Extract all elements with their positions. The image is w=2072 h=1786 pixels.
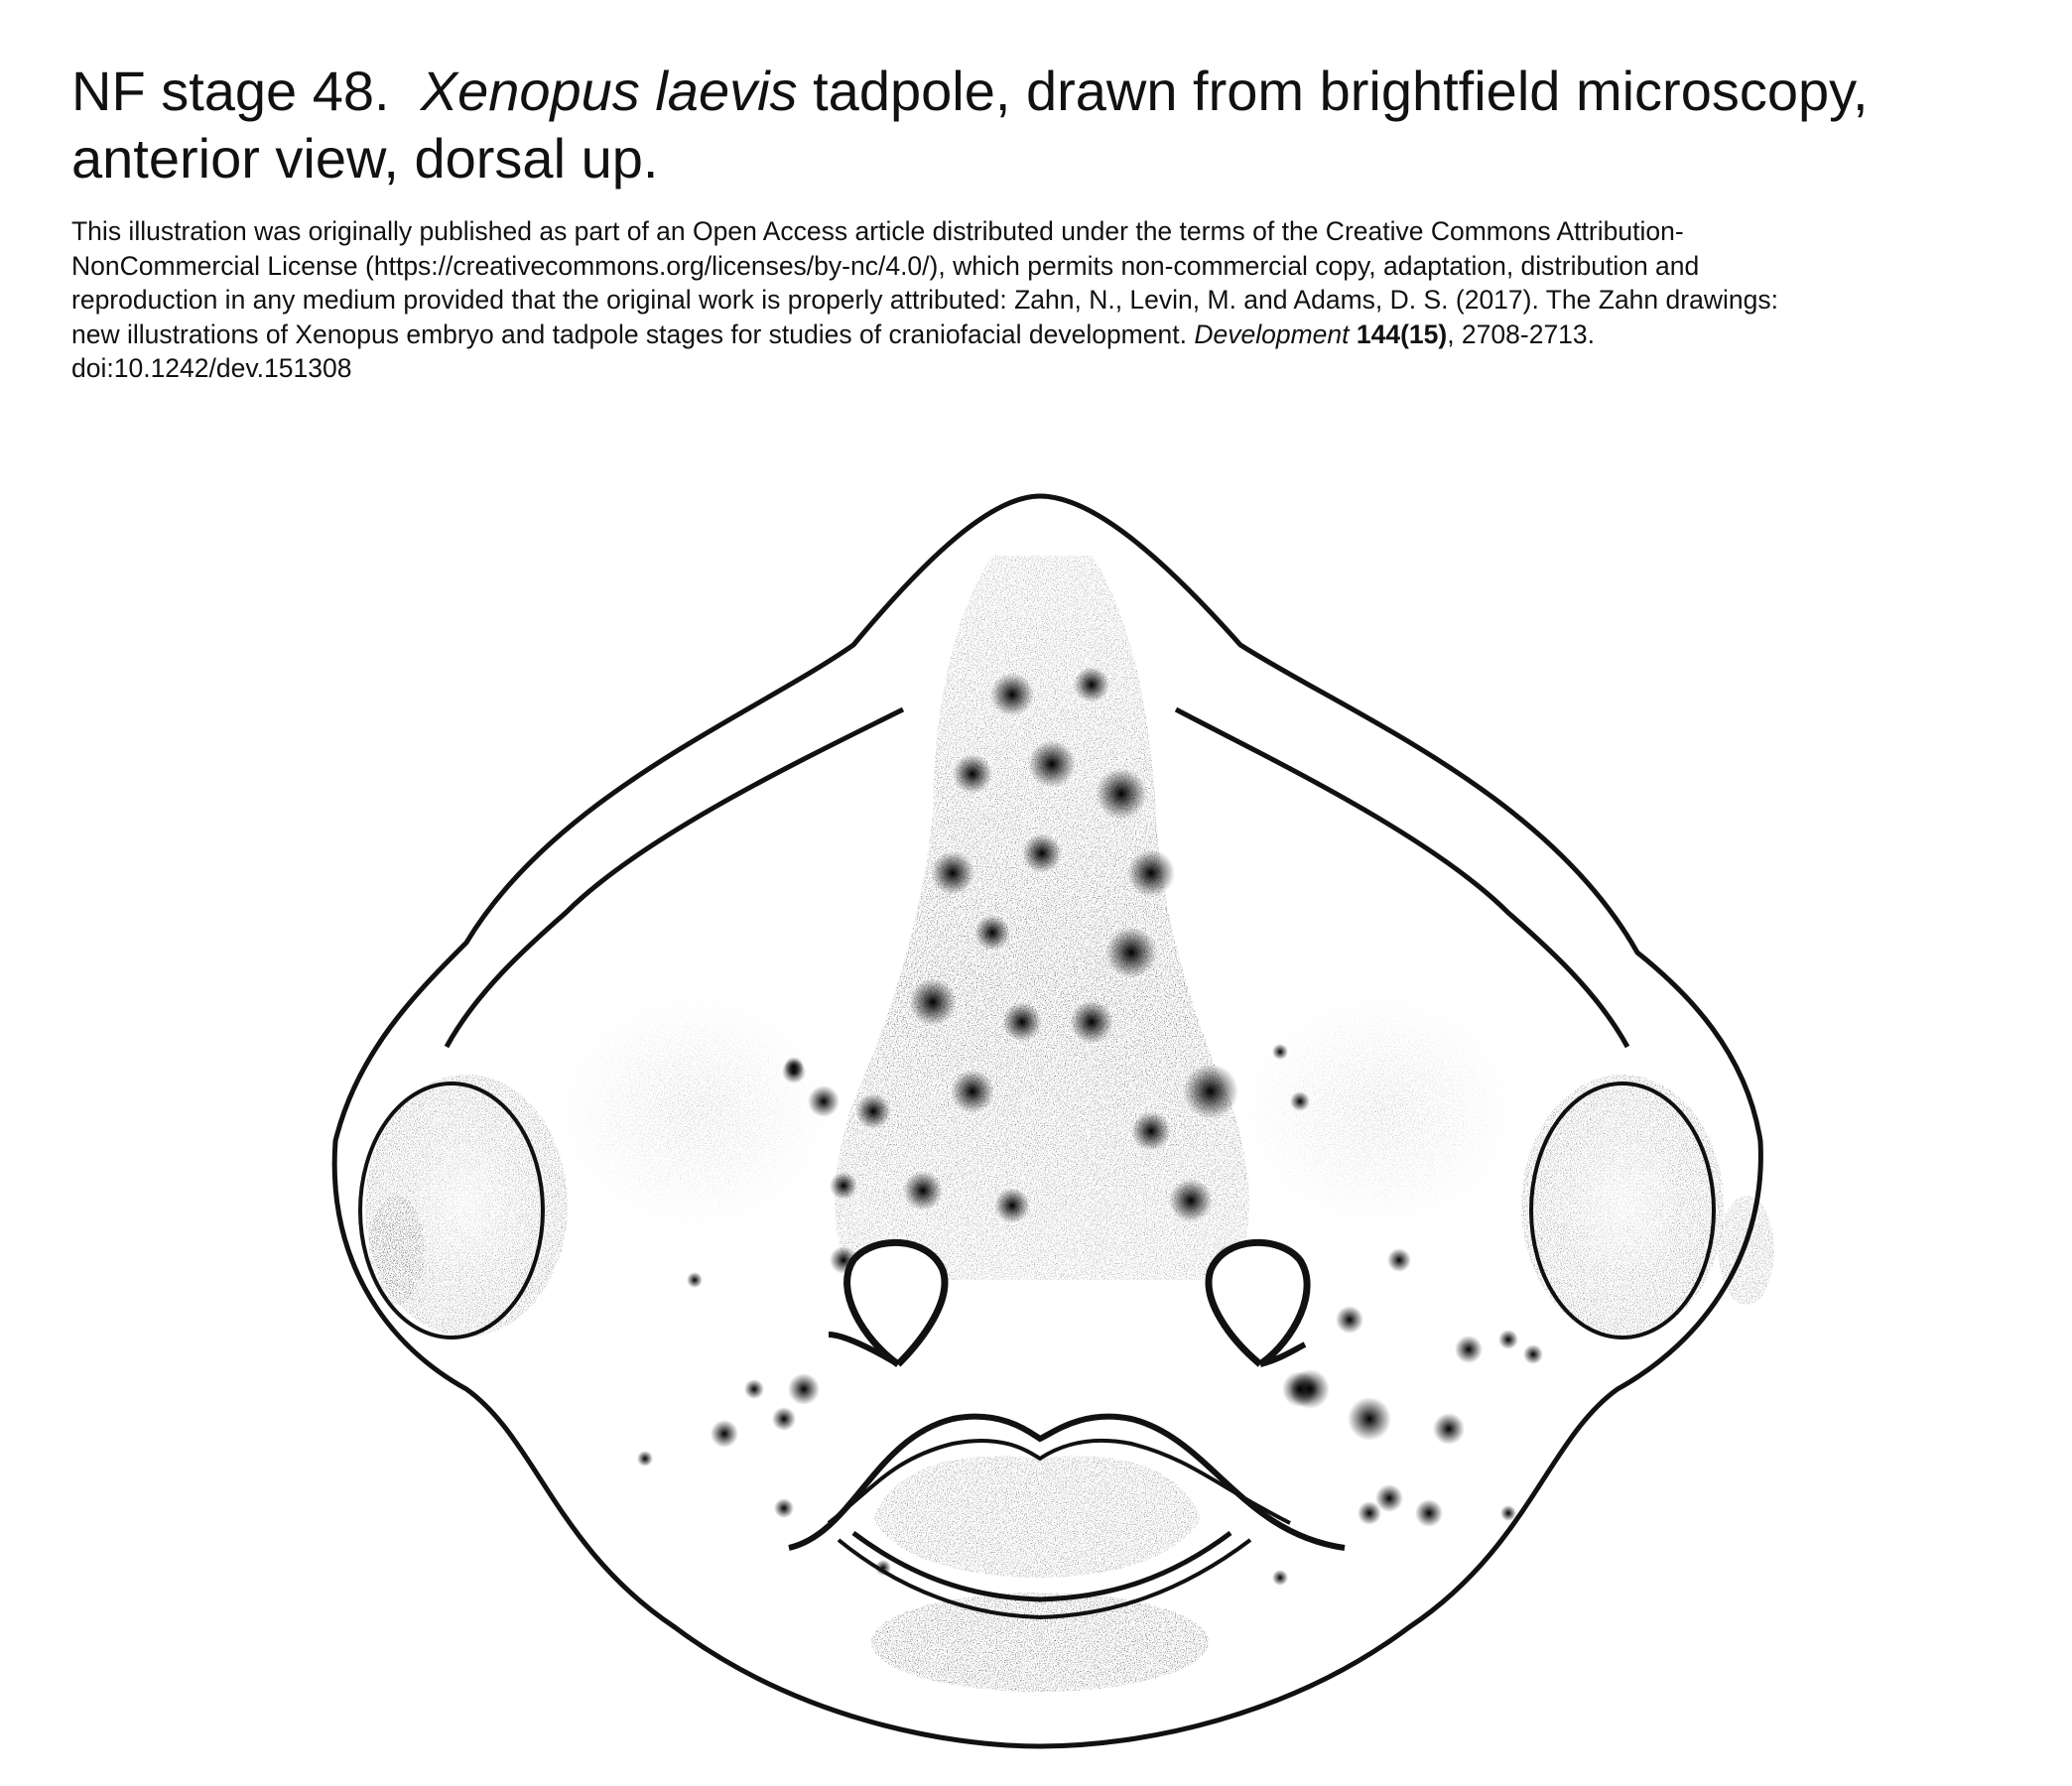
caption-journal: Development <box>1194 319 1350 349</box>
caption-doi: doi:10.1242/dev.151308 <box>71 353 352 383</box>
title-line-2: anterior view, dorsal up. <box>71 127 659 190</box>
caption-line-2: NonCommercial License (https://creativecommons.org/licenses/by-nc/4.0/), which permits non-commercial copy, adaptation, distribution and <box>71 250 1700 281</box>
caption-pages: , 2708-2713. <box>1447 319 1596 349</box>
caption-citation: new illustrations of Xenopus embryo and tadpole stages for studies of craniofacial development. <box>71 319 1187 349</box>
title-description: tadpole, drawn from brightfield microscopy, <box>813 60 1869 122</box>
left-eye <box>360 1075 568 1338</box>
caption-line-1: This illustration was originally published as part of an Open Access article distributed under the terms of the Creative Commons Attribution- <box>71 216 1684 246</box>
caption-line-3: reproduction in any medium provided that the original work is properly attributed: Zahn, N., Levin, M. and Adams, D. S. (2017). The Zahn drawings: <box>71 285 1778 315</box>
caption-volume: 144(15) <box>1356 319 1448 349</box>
title-stage: NF stage 48. <box>71 60 390 122</box>
title-species: Xenopus laevis <box>420 60 798 122</box>
